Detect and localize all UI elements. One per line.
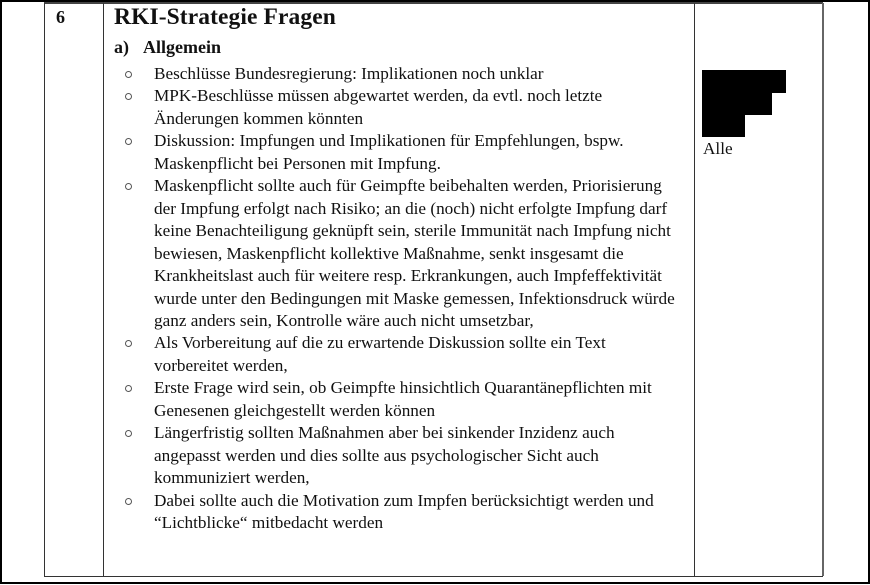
table-right-border (822, 3, 824, 576)
list-item-text: Diskussion: Impfungen und Implikationen für Empfehlungen, bspw. Maskenpflicht bei Personen mit Impfung. (154, 131, 624, 173)
circle-bullet-icon (125, 183, 132, 190)
list-item-text: Maskenpflicht sollte auch für Geimpfte beibehalten werden, Priorisierung der Impfung erfolgt nach Risiko; an die (noch) nicht erfolgte Impfung darf keine Benachteiligung geknüpft sein, sterile Immunität nach Impfung nicht bewiesen, Maskenpflicht kollektive Maßnahme, senkt insgesamt die Krankheitslast auch für weitere resp. Erkrankungen, auch Impfeffektivität wurde unter den Bedingungen mit Maske gemessen, Infektionsdruck würde ganz anders sein, Kontrolle wäre auch nicht umsetzbar, (154, 176, 675, 330)
section-title: RKI-Strategie Fragen (114, 4, 336, 30)
list-item-text: MPK-Beschlüsse müssen abgewartet werden, da evtl. noch letzte Änderungen kommen könnten (154, 86, 603, 128)
subsection-heading (114, 37, 221, 58)
table-left-border (44, 3, 45, 576)
list-item-text: Als Vorbereitung auf die zu erwartende Diskussion sollte ein Text vorbereitet werden, (154, 333, 606, 375)
column-divider-responsible (694, 3, 695, 576)
subsection-title: Allgemein (143, 37, 221, 57)
circle-bullet-icon (125, 430, 132, 437)
redaction-block (702, 92, 772, 115)
list-item (122, 332, 682, 377)
circle-bullet-icon (125, 498, 132, 505)
list-item-text: Erste Frage wird sein, ob Geimpfte hinsichtlich Quarantänepflichten mit Genesenen gleichgestellt werden können (154, 378, 652, 420)
column-divider-number (103, 3, 104, 576)
redaction-block (702, 114, 745, 137)
list-item (122, 130, 682, 175)
list-item (122, 377, 682, 422)
circle-bullet-icon (125, 138, 132, 145)
circle-bullet-icon (125, 385, 132, 392)
list-item (122, 63, 682, 85)
list-item-text: Beschlüsse Bundesregierung: Implikationen noch unklar (154, 64, 544, 83)
redaction-block (702, 70, 786, 93)
list-item (122, 490, 682, 535)
table-bottom-border (44, 576, 823, 577)
circle-bullet-icon (125, 71, 132, 78)
list-item (122, 85, 682, 130)
list-item (122, 422, 682, 489)
list-item (122, 175, 682, 332)
circle-bullet-icon (125, 93, 132, 100)
row-number: 6 (56, 7, 65, 27)
list-item-text: Dabei sollte auch die Motivation zum Impfen berücksichtigt werden und “Lichtblicke“ mitbedacht werden (154, 490, 654, 533)
circle-bullet-icon (125, 340, 132, 347)
responsible-label: Alle (703, 139, 733, 158)
subsection-label: a) (114, 37, 129, 57)
list-item-text: Längerfristig sollten Maßnahmen aber bei sinkender Inzidenz auch angepasst werden und dies sollte aus psychologischer Sicht auch kommuniziert werden, (154, 423, 615, 488)
bullet-list (122, 63, 682, 535)
